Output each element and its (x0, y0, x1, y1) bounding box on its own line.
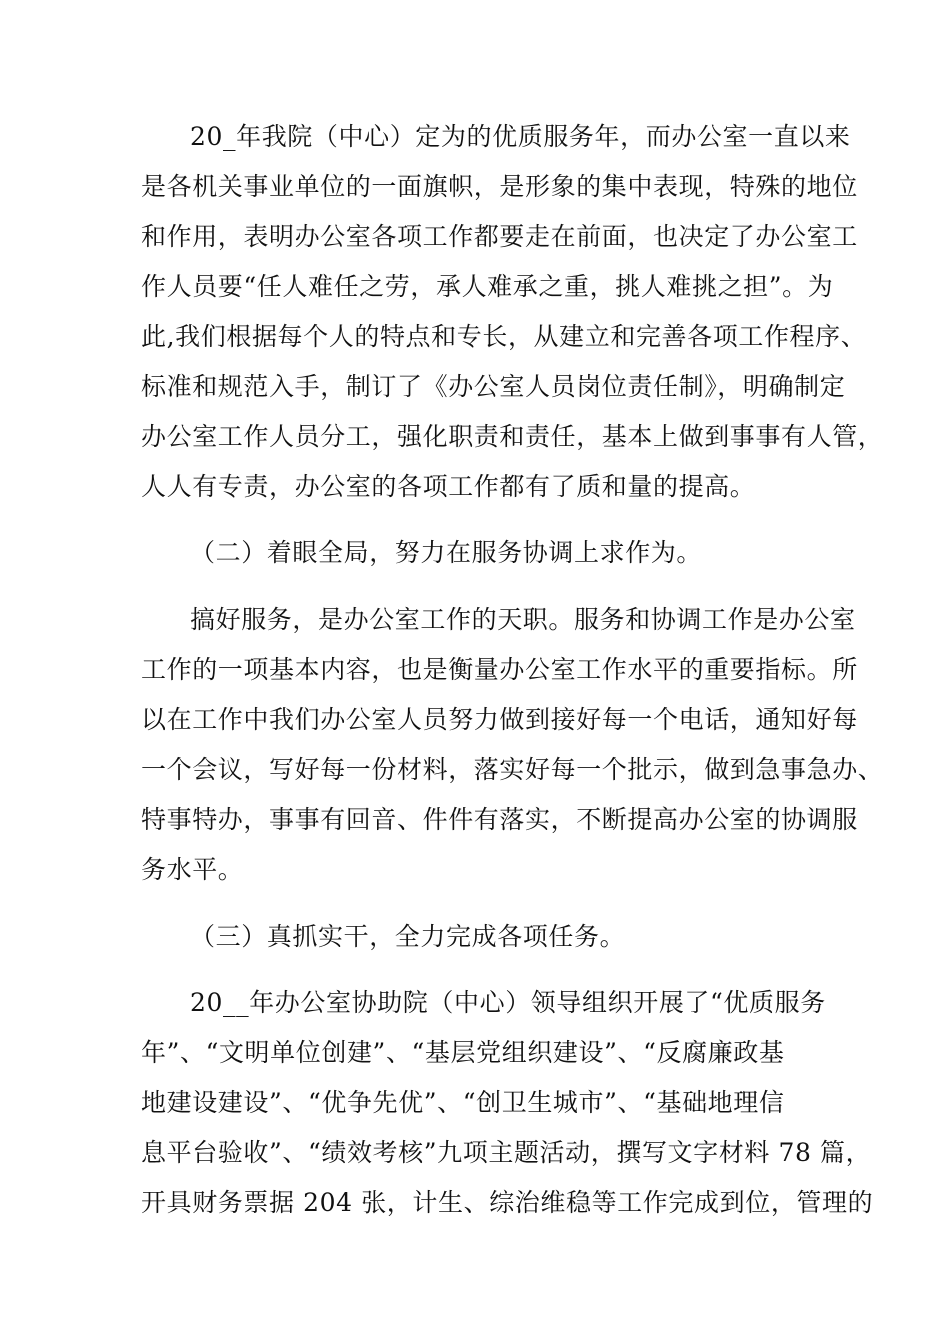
paragraph-1-line-2: 是各机关事业单位的一面旗帜，是形象的集中表现，特殊的地位 (141, 172, 858, 201)
paragraph-1-line-5: 此,我们根据每个人的特点和专长，从建立和完善各项工作程序、 (141, 322, 867, 351)
paragraph-1-line-7: 办公室工作人员分工，强化职责和责任，基本上做到事事有人管， (141, 422, 884, 451)
paragraph-3-line-4: 息平台验收”、“绩效考核”九项主题活动，撰写文字材料 78 篇， (141, 1138, 872, 1167)
paragraph-1-line-1: 20_年我院（中心）定为的优质服务年，而办公室一直以来 (190, 122, 851, 151)
paragraph-1-line-3: 和作用，表明办公室各项工作都要走在前面，也决定了办公室工 (141, 222, 858, 251)
paragraph-1-line-4: 作人员要“任人难任之劳，承人难承之重，挑人难挑之担”。为 (141, 272, 834, 301)
paragraph-2-line-6: 务水平。 (141, 855, 244, 884)
section-heading-3: （三）真抓实干，全力完成各项任务。 (190, 922, 626, 951)
paragraph-2-line-5: 特事特办，事事有回音、件件有落实，不断提高办公室的协调服 (141, 805, 858, 834)
section-heading-2: （二）着眼全局，努力在服务协调上求作为。 (190, 538, 703, 567)
paragraph-3-line-1: 20__年办公室协助院（中心）领导组织开展了“优质服务 (190, 988, 826, 1017)
paragraph-1-line-8: 人人有专责，办公室的各项工作都有了质和量的提高。 (141, 472, 756, 501)
paragraph-2-line-3: 以在工作中我们办公室人员努力做到接好每一个电话，通知好每 (141, 705, 858, 734)
paragraph-3-line-5: 开具财务票据 204 张，计生、综治维稳等工作完成到位，管理的 (141, 1188, 874, 1217)
paragraph-3-line-2: 年”、“文明单位创建”、“基层党组织建设”、“反腐廉政基 (141, 1038, 785, 1067)
paragraph-2-line-2: 工作的一项基本内容，也是衡量办公室工作水平的重要指标。所 (141, 655, 858, 684)
paragraph-2-line-4: 一个会议，写好每一份材料，落实好每一个批示，做到急事急办、 (141, 755, 884, 784)
paragraph-1-line-6: 标准和规范入手，制订了《办公室人员岗位责任制》，明确制定 (141, 372, 846, 401)
paragraph-2-line-1: 搞好服务，是办公室工作的天职。服务和协调工作是办公室 (190, 605, 856, 634)
paragraph-3-line-3: 地建设建设”、“优争先优”、“创卫生城市”、“基础地理信 (141, 1088, 785, 1117)
